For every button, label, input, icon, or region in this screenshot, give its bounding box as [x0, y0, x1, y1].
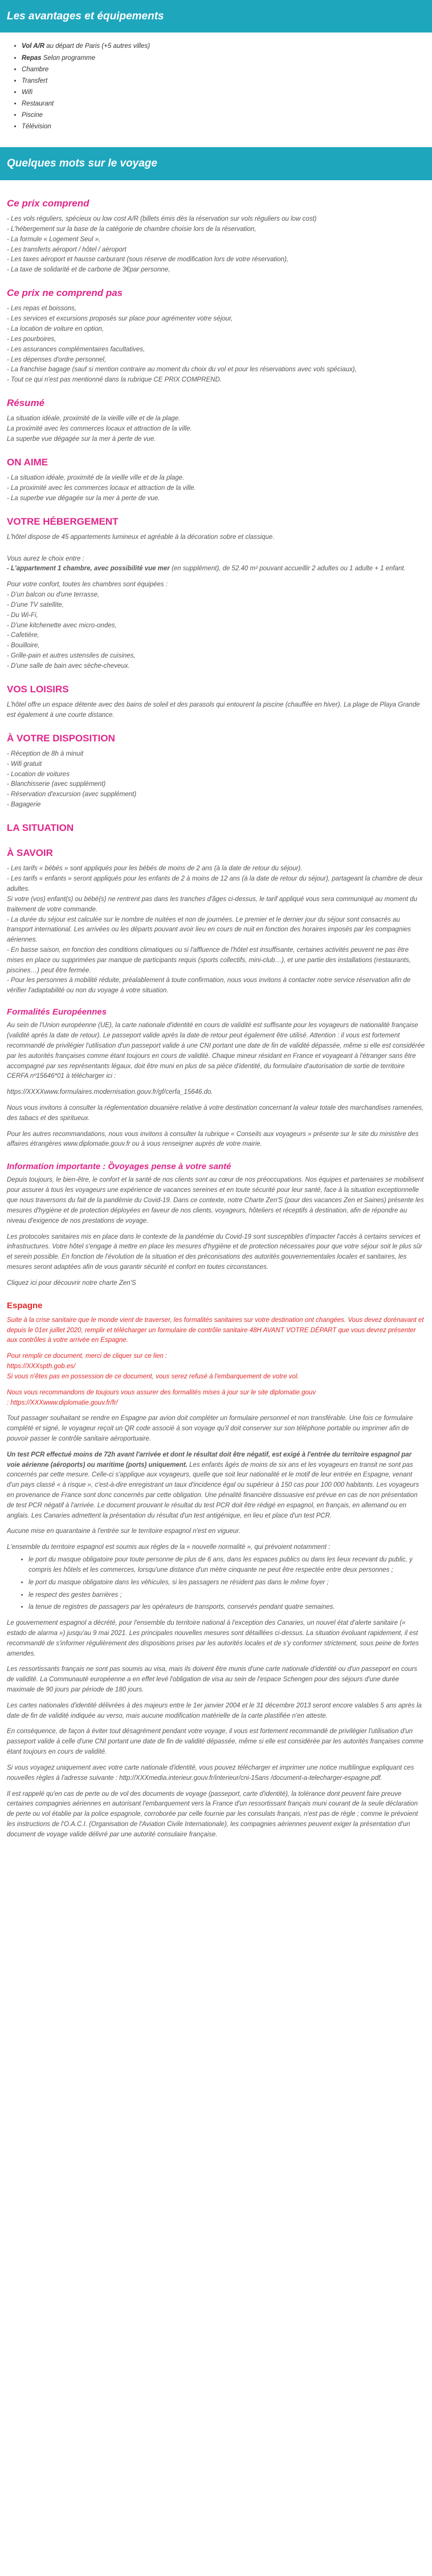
advantage-item [22, 64, 432, 75]
on-aime-item: - La superbe vue dégagée sur la mer à perte de vue. [7, 494, 160, 502]
savoir-item: - La durée du séjour est calculée sur le nombre de nuitées et non de journées. Le premier et le dernier jour du séjour sont consacrés au transport international. Les arrivées ou les départs pouvant avoir lieu en cours de nuit en fonction des horaires imposés par les compagnies aériennes. [7, 916, 411, 944]
charte-link[interactable]: Cliquez ici pour découvrir notre charte Zen'S [7, 1279, 136, 1287]
resume-item: La proximité avec les commerces locaux et attraction de la ville. [7, 425, 192, 433]
savoir-item: - Les tarifs « bébés » sont appliqués pour les bébés de moins de 2 ans (à la date de retour du séjour). [7, 865, 303, 873]
savoir-item: - Les tarifs « enfants » seront appliqués pour les enfants de 2 à moins de 12 ans (à la date de retour du séjour), partageant la chambre de deux adultes. [7, 875, 423, 893]
hebergement-choice: Vous aurez le choix entre : [7, 555, 84, 562]
prix-non-list [7, 304, 425, 386]
dispo-item: - Wifi gratuit [7, 760, 42, 768]
advantage-item-bold: Vol A/R [22, 43, 45, 50]
espagne-rule-item: • le respect des gestes barrières ; [28, 1591, 425, 1601]
prix-non-item: - Les pourboires, [7, 335, 56, 343]
prix-non-title: Ce prix ne comprend pas [7, 287, 123, 299]
on-aime-list [7, 473, 425, 504]
prix-compris-item: - La taxe de solidarité et de carbone de 3€par personne, [7, 266, 170, 274]
advantage-item-text: au départ de Paris (+5 autres villes) [44, 43, 150, 50]
savoir-item: - En basse saison, en fonction des conditions climatiques ou si l'affluence de l'hôtel est insuffisante, certaines activités peuvent ne pas être mises en place ou supprimées par manque de participants requis (sports collectifs, mini-club…), et une partie des installations (restaurants, piscines…) peut être fermée. [7, 946, 411, 974]
prix-compris-list [7, 214, 425, 275]
espagne-rule-item: • la tenue de registres de passagers par les opérateurs de transports, conservés pendant quatre semaines. [28, 1603, 425, 1613]
prix-non-item: - Les dépenses d'ordre personnel, [7, 356, 107, 363]
advantages-section [0, 0, 432, 132]
hebergement-apt-bold: - L'appartement 1 chambre, avec possibilité vue mer [7, 565, 170, 573]
resume-list [7, 414, 425, 444]
espagne-link[interactable]: https://XXXspth.gob.es/ [7, 1363, 76, 1370]
prix-compris-item: - Les vols réguliers, spécieux ou low cost A/R (billets émis dès la réservation sur vols réguliers ou low cost) [7, 216, 317, 223]
voyage-section [0, 147, 432, 1857]
comfort-item: - D'une TV satellite, [7, 601, 64, 608]
hebergement-apt-rest: (en supplément), de 52.40 m² pouvant accueillir 2 adultes ou 1 adulte + 1 enfant. [172, 565, 406, 573]
info-title: Information importante : Ȍvoyages pense à votre santé [7, 1162, 231, 1172]
prix-compris-item: - Les taxes aéroport et hausse carburant (sous réserve de modification lors de votre réservation), [7, 256, 289, 263]
hebergement-apt [7, 564, 425, 574]
dispo-item: - Réservation d'excursion (avec supplément) [7, 791, 137, 798]
advantage-item-text: Transfert [22, 77, 48, 84]
on-aime-item: - La proximité avec les commerces locaux et attraction de la ville. [7, 484, 196, 492]
hebergement-comfort-intro: Pour votre confort, toutes les chambres sont équipées : [7, 581, 168, 589]
comfort-item: - Bouilloire, [7, 642, 40, 650]
advantage-item-text: Piscine [22, 112, 43, 119]
prix-compris-title: Ce prix comprend [7, 197, 89, 209]
espagne-title: Espagne [7, 1300, 43, 1311]
loisirs-title: VOS LOISIRS [7, 683, 69, 695]
savoir-item: Si votre (vos) enfant(s) ou bébé(s) ne rentrent pas dans les tranches d'âges ci-dessus, le tarif appliqué vous sera communiqué au moment du traitement de votre commande. [7, 895, 418, 913]
espagne-p8: Si vous voyagez uniquement avec votre carte nationale d'identité, vous pouvez télécharger et imprimer une notice multilingue expliquant ces nouvelles règles à l'adresse suivante : http://XXXmedia.interieur.gouv.fr/interieur/cni-15ans /document-a-telecharger-espagne.pdf. [7, 1764, 414, 1782]
prix-compris-item: - L'hébergement sur la base de la catégorie de chambre choisie lors de la réservation, [7, 226, 256, 233]
info-text-1: Les protocoles sanitaires mis en place dans le contexte de la pandémie du Covid-19 sont susceptibles d'impacter l'accès à certains services et infrastructures. Votre hôtel s'engage à mettre en place les mesures d'hygiène et de protection nécessaires pour que votre séjour soit le plus sûr et serein possible. En fonction de l'évolution de la situation et des préconisations des autorités gouvernementales locales et sanitaires, les mesures seront adaptées afin de vous garantir sécurité et confort en toutes circonstances. [7, 1233, 422, 1271]
resume-item: La superbe vue dégagée sur la mer à perte de vue. [7, 435, 156, 443]
hebergement-intro: L'hôtel dispose de 45 appartements lumineux et agréable à la décoration sobre et classique. [7, 533, 275, 541]
prix-non-item: - La franchise bagage (sauf si mention contraire au moment du choix du vol et pour les réservations avec vols spéciaux), [7, 366, 357, 374]
prix-non-item: - Les repas et boissons, [7, 305, 77, 313]
espagne-alert-5: Nous vous recommandons de toujours vous assurer des formalités mises à jour sur le site diplomatie.gouv [7, 1389, 316, 1396]
comfort-item: - Du Wi-Fi, [7, 611, 38, 619]
advantages-title: Les avantages et équipements [0, 0, 432, 33]
advantage-item [22, 75, 432, 87]
dispo-item: - Location de voitures [7, 770, 70, 778]
prix-non-item: - Tout ce qui n'est pas mentionné dans la rubrique CE PRIX COMPREND. [7, 376, 222, 384]
voyage-title: Quelques mots sur le voyage [0, 147, 432, 180]
espagne-pcr [7, 1450, 425, 1522]
prix-non-item: - Les assurances complémentaires facultatives, [7, 346, 145, 353]
espagne-alert: Suite à la crise sanitaire que le monde vient de traverser, les formalités sanitaires sur votre destination ont changées. Vous devez dorénavant et depuis le 01er juillet 2020, remplir et télécharger un formulaire de contrôle sanitaire 48H AVANT VOTRE DÉPART que vous devrez présenter aux contrôles à votre arrivée en Espagne. [7, 1316, 424, 1344]
dispo-item: - Blanchisserie (avec supplément) [7, 781, 106, 788]
formalites-text-2: Nous vous invitons à consulter la réglementation douanière relative à votre destination concernant la valeur totale des marchandises ramenées, des tabacs et des spiritueux. [7, 1104, 424, 1122]
prix-compris-item: - Les transferts aéroport / hôtel / aéroport [7, 246, 127, 253]
espagne-rule-item: • le port du masque obligatoire pour toute personne de plus de 6 ans, dans les espaces publics ou dans les lieux recevant du public, y compris les hôtels et les commerces, lorsqu'une distance d'un mètre cinquante ne peut être respectée entre deux personnes ; [28, 1555, 425, 1576]
savoir-list [7, 864, 425, 996]
formalites-text-0: Au sein de l'Union européenne (UE), la carte nationale d'identité en cours de validité est suffisante pour les voyageurs de nationalité française (validité après la date de retour). Le passeport valide après la date de retour peut également être utilisé. Attention : il vous est fortement recommandé de privilégier l'utilisation d'un passeport valide à une CNI portant une date de fin de validité dépassée, même si elle est considérée par les autorités françaises comme étant toujours en cours de validité. Chaque mineur résidant en France et voyageant à l'étranger sans être accompagné par ses représentants légaux, doit être muni en plus de sa pièce d'identité, du formulaire d'autorisation de sortie de territoire CERFA nº15646*01 à télécharger ici : [7, 1022, 425, 1080]
espagne-p9: Il est rappelé qu'en cas de perte ou de vol des documents de voyage (passeport, carte d'identité), la tolérance dont peuvent faire preuve certaines compagnies aériennes en autorisant l'embarquement vers la France d'un ressortissant français muni courant de la seule déclaration de perte ou vol établie par la police espagnole, corroborée par celle fournie par les consulats français, n'est pas de règle ; comme le prévoient les instructions de l'O.A.C.I. (Organisation de l'Aviation Civile Internationale), les compagnies aériennes peuvent exiger la présentation d'un document de voyage valide délivré par une autorité consulaire française. [7, 1790, 418, 1838]
comfort-item: - Grille-pain et autres ustensiles de cuisines, [7, 652, 136, 659]
prix-non-item: - La location de voiture en option, [7, 326, 104, 333]
diplomatie-link[interactable]: : https://XXXwww.diplomatie.gouv.fr/fr/ [7, 1399, 118, 1406]
info-text-0: Depuis toujours, le bien-être, le confort et la santé de nos clients sont au cœur de nos préoccupations. Nos équipes et partenaires se mobilisent pour assurer à tous les voyageurs une expérience de vacances sereines et en toute sécurité pour leur santé, face à la situation exceptionnelle que nous traversons du fait de la pandémie du Covid-19. Dans ce contexte, notre Charte Zen'S (pour des vacances Zen et Saines) présente les mesures d'hygiène et de protection déployées en faveur de nos clients, voyageurs, hôteliers et réceptifs à destination, afin de répondre au niveau d'exigence de nos prestations de voyage. [7, 1177, 424, 1224]
espagne-p7: En conséquence, de façon à éviter tout désagrément pendant votre voyage, il vous est fortement recommandé de privilégier l'utilisation d'un passeport valide à celle d'une CNI portant une date de fin de validité dépassée, même si elle est considérée par les autorités françaises comme étant toujours en cours de validité. [7, 1728, 423, 1756]
comfort-item: - D'une salle de bain avec sèche-cheveux. [7, 662, 130, 670]
hebergement-comfort-list [7, 590, 425, 672]
dispo-title: À VOTRE DISPOSITION [7, 732, 115, 744]
formalites-text-3: Pour les autres recommandations, nous vous invitons à consulter la rubrique « Conseils aux voyageurs » présente sur le site du ministère des affaires étrangères www.diplomatie.gouv.fr ou à vous renseigner auprès de votre mairie. [7, 1130, 419, 1148]
formalites-title: Formalités Européennes [7, 1007, 107, 1017]
comfort-item: - D'une kitchenette avec micro-ondes, [7, 622, 117, 629]
resume-item: La situation idéale, proximité de la vieille ville et de la plage. [7, 415, 181, 423]
advantage-item-text: Restaurant [22, 100, 54, 108]
advantage-item-text: Wifi [22, 88, 33, 96]
formalites-link[interactable]: https://XXXXwww.formulaires.modernisation.gouv.fr/gf/cerfa_15646.do. [7, 1089, 213, 1096]
advantage-item [22, 98, 432, 109]
comfort-item: - Cafetière, [7, 632, 39, 639]
on-aime-item: - La situation idéale, proximité de la vieille ville et de la plage. [7, 474, 185, 482]
espagne-pcr-rest: Les enfants âgés de moins de six ans et les voyageurs en transit ne sont pas concernés par cette mesure. Celle-ci s'applique aux voyageurs, quelle que soit leur nationalité et le motif de leur entrée en Espagne, venant d'un pays classé « à risque », c'est-à-dire enregistrant un taux d'incidence égal ou supérieur à 150 cas pour 100 000 habitants. Les voyageurs en provenance de France sont donc concernés par cette obligation. Une pénalité financière dissuasive est prévue en cas de non présentation de test PCR négatif à l'arrivée. Le document prouvant le résultat du test PCR doit être rédigé en espagnol, en français, en allemand ou en anglais. Les Canaries admettent la présentation du résultat d'un test antigénique, en lieu et place d'un test PCR. [7, 1461, 419, 1519]
espagne-alert-2: Pour remplir ce document, merci de cliquer sur ce lien : [7, 1353, 168, 1360]
loisirs-text: L'hôtel offre un espace détente avec des bains de soleil et des parasols qui entourent la piscine (chauffée en hiver). La plage de Playa Grande est également à une courte distance. [7, 701, 420, 719]
dispo-item: - Réception de 8h à minuit [7, 750, 84, 757]
espagne-p5: Les ressortissants français ne sont pas soumis au visa, mais ils doivent être munis d'une carte nationale d'identité ou d'un passeport en cours de validité. La Communauté européenne a en effet levé l'obligation de visa au sein de l'espace Schengen pour des séjours d'une durée maximale de 90 jours par période de 180 jours. [7, 1666, 417, 1694]
savoir-item: - Pour les personnes à mobilité réduite, préalablement à toute confirmation, nous vous invitons à contacter notre service réservation afin de vérifier l'adaptabilité ou non du voyage à votre situation. [7, 977, 411, 995]
situation-title: LA SITUATION [7, 822, 74, 833]
espagne-p4: Le gouvernement espagnol a décrété, pour l'ensemble du territoire national à l'exception des Canaries, un nouvel état d'alerte sanitaire (« estado de alarma ») jusqu'au 9 mai 2021. Les principales nouvelles mesures sont détaillées ci-dessus. La situation évoluant rapidement, il est recommandé de s'informer régulièrement des dispositions prises par les autorités locales et de s'y conformer strictement, sous peine de fortes amendes. [7, 1620, 419, 1657]
espagne-rule-item: • le port du masque obligatoire dans les véhicules, si les passagers ne résident pas dans le même foyer ; [28, 1578, 425, 1588]
advantage-item-bold: Repas [22, 54, 42, 62]
espagne-p3: L'ensemble du territoire espagnol est soumis aux règles de la « nouvelle normalité », qui prévoient notamment : [7, 1544, 331, 1551]
on-aime-title: ON AIME [7, 456, 48, 468]
dispo-item: - Bagagerie [7, 801, 41, 808]
espagne-pcr-bold: Un test PCR effectué moins de 72h avant l'arrivée et dont le résultat doit être négatif, est exigé à l'entrée du territoire espagnol par voie aérienne (aéroports) ou maritime (ports) uniquement. [7, 1451, 412, 1468]
advantage-item-text: Selon programme [41, 54, 96, 62]
prix-compris-item: - La formule « Logement Seul », [7, 236, 101, 243]
advantage-item [22, 87, 432, 98]
espagne-p2: Aucune mise en quarantaine à l'entrée sur le territoire espagnol n'est en vigueur. [7, 1528, 241, 1535]
espagne-p1: Tout passager souhaitant se rendre en Espagne par avion doit compléter un formulaire personnel et non transférable. Une fois ce formulaire complété et signé, le voyageur reçoit un QR code associé à son voyage qu'il doit conserver sur son téléphone portable ou imprimer afin de pouvoir passer le contrôle sanitaire aéroportuaire. [7, 1415, 413, 1442]
dispo-list [7, 749, 425, 810]
espagne-p6: Les cartes nationales d'identité délivrées à des majeurs entre le 1er janvier 2004 et le 31 décembre 2013 seront encore valables 5 ans après la date de fin de validité indiquée au verso, mais aucune modification matérielle de la carte plastifiée n'en atteste. [7, 1702, 422, 1719]
hebergement-title: VOTRE HÉBERGEMENT [7, 516, 119, 527]
advantage-item-text: Chambre [22, 66, 49, 73]
advantage-item-text: Télévision [22, 123, 51, 131]
savoir-title: À SAVOIR [7, 847, 53, 859]
comfort-item: - D'un balcon ou d'une terrasse, [7, 591, 100, 599]
advantage-item [22, 52, 432, 64]
prix-non-item: - Les services et excursions proposés sur place pour agrémenter votre séjour, [7, 315, 233, 323]
advantages-list [0, 40, 432, 132]
espagne-alert-4: Si vous n'êtes pas en possession de ce document, vous serez refusé à l'embarquement de votre vol. [7, 1373, 299, 1380]
advantage-item [22, 40, 432, 52]
resume-title: Résumé [7, 397, 45, 408]
advantage-item [22, 121, 432, 132]
advantage-item [22, 109, 432, 121]
espagne-list [7, 1555, 425, 1613]
